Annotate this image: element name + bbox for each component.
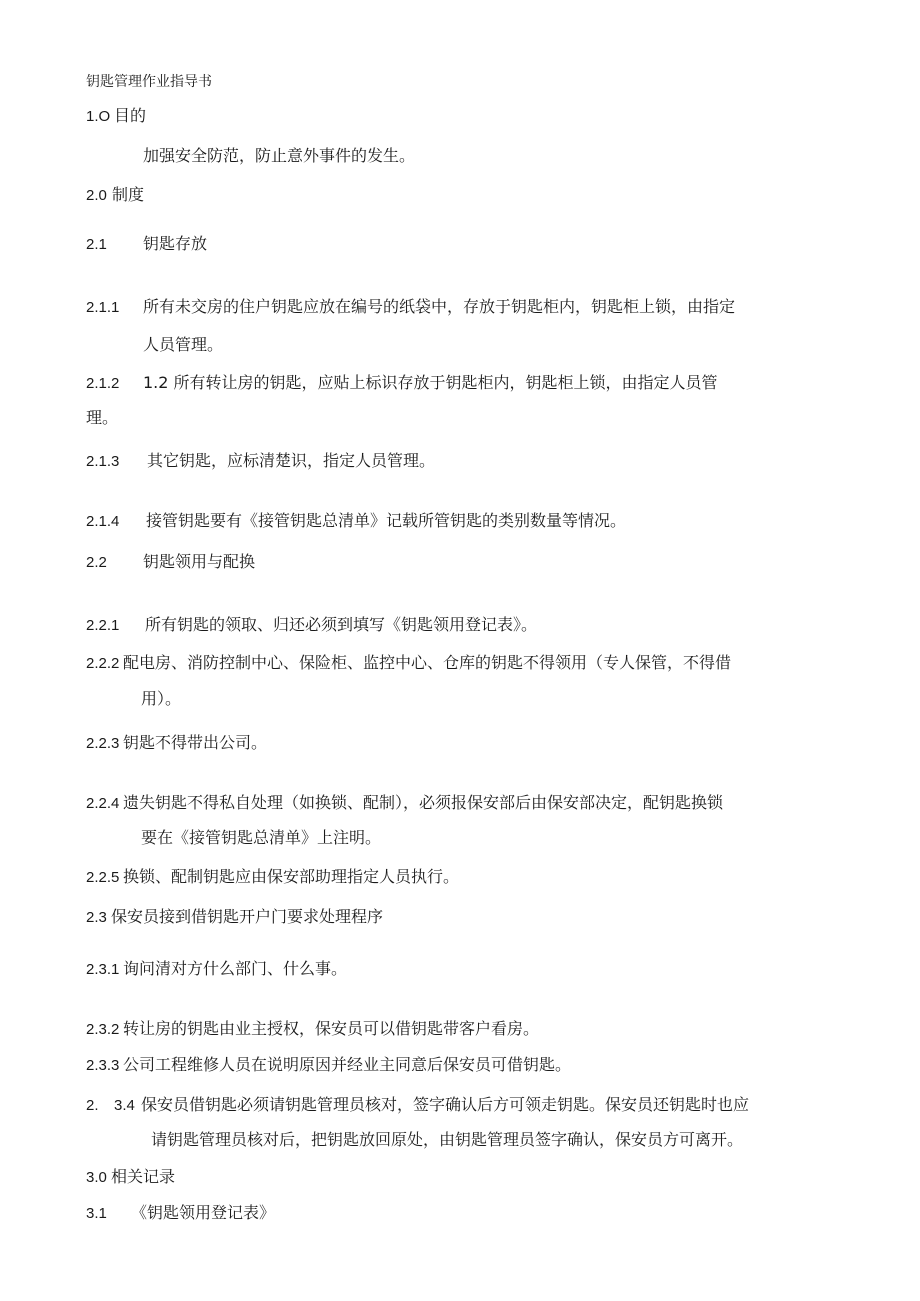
section-2-3-3-number: 2.3.3 <box>86 1057 120 1074</box>
section-2-2-3-number: 2.2.3 <box>86 735 120 752</box>
section-3-1-text: 《钥匙领用登记表》 <box>131 1203 276 1222</box>
section-2-1-3-number: 2.1.3 <box>86 453 120 470</box>
section-2-3-4-line-1: 保安员借钥匙必须请钥匙管理员核对，签字确认后方可领走钥匙。保安员还钥匙时也应 <box>141 1095 750 1114</box>
section-2-1-1-line-1: 所有未交房的住户钥匙应放在编号的纸袋中，存放于钥匙柜内，钥匙柜上锁，由指定 <box>143 297 736 316</box>
section-2-2-4-line-2: 要在《接管钥匙总清单》上注明。 <box>141 828 382 847</box>
section-2-2-2-number: 2.2.2 <box>86 655 120 672</box>
section-3-1-number: 3.1 <box>86 1205 107 1222</box>
section-2-2-2-line-2: 用）。 <box>141 689 182 708</box>
section-2-2-3-text: 钥匙不得带出公司。 <box>123 733 268 752</box>
section-2-3-4-line-2: 请钥匙管理员核对后，把钥匙放回原处，由钥匙管理员签字确认，保安员方可离开。 <box>151 1130 744 1149</box>
section-2-3-1-number: 2.3.1 <box>86 961 120 978</box>
section-2-number: 2.0 <box>86 187 107 204</box>
section-2-3-title: 保安员接到借钥匙开户门要求处理程序 <box>111 907 384 926</box>
section-2-2-4-line-1: 遗失钥匙不得私自处理（如换锁、配制），必须报保安部后由保安部决定，配钥匙换锁 <box>123 793 724 812</box>
section-2-1-4-number: 2.1.4 <box>86 513 120 530</box>
section-2-2-4-number: 2.2.4 <box>86 795 120 812</box>
section-2-1-4-text: 接管钥匙要有《接管钥匙总清单》记载所管钥匙的类别数量等情况。 <box>146 511 627 530</box>
section-2-2-title: 钥匙领用与配换 <box>143 552 256 571</box>
section-2-3-2-text: 转让房的钥匙由业主授权，保安员可以借钥匙带客户看房。 <box>123 1019 540 1038</box>
section-2-3-3-text: 公司工程维修人员在说明原因并经业主同意后保安员可借钥匙。 <box>123 1055 572 1074</box>
section-2-3-4-number-suffix: 3.4 <box>114 1097 135 1114</box>
section-2-1-2-number: 2.1.2 <box>86 375 120 392</box>
document-title: 钥匙管理作业指导书 <box>86 74 212 90</box>
section-2-1-2-line-1: 1.2 所有转让房的钥匙，应贴上标识存放于钥匙柜内，钥匙柜上锁，由指定人员管 <box>143 373 718 392</box>
section-2-1-1-line-2: 人员管理。 <box>143 335 224 354</box>
section-2-2-1-text: 所有钥匙的领取、归还必须到填写《钥匙领用登记表》。 <box>145 615 538 634</box>
section-3-title: 相关记录 <box>111 1167 176 1186</box>
section-2-2-5-number: 2.2.5 <box>86 869 120 886</box>
section-1-title: 目的 <box>114 106 147 125</box>
section-2-2-5-text: 换锁、配制钥匙应由保安部助理指定人员执行。 <box>123 867 460 886</box>
section-2-1-1-number: 2.1.1 <box>86 299 120 316</box>
section-2-1-title: 钥匙存放 <box>143 234 208 253</box>
section-2-2-number: 2.2 <box>86 554 107 571</box>
section-3-number: 3.0 <box>86 1169 107 1186</box>
section-2-1-3-text: 其它钥匙，应标清楚识，指定人员管理。 <box>147 451 436 470</box>
section-2-2-1-number: 2.2.1 <box>86 617 120 634</box>
section-1-number: 1.O <box>86 108 111 125</box>
section-2-1-number: 2.1 <box>86 236 107 253</box>
section-2-3-1-text: 询问清对方什么部门、什么事。 <box>123 959 348 978</box>
section-2-3-4-number-prefix: 2. <box>86 1097 99 1114</box>
section-2-2-2-line-1: 配电房、消防控制中心、保险柜、监控中心、仓库的钥匙不得领用（专人保管，不得借 <box>123 653 732 672</box>
section-2-title: 制度 <box>112 185 145 204</box>
section-2-3-number: 2.3 <box>86 909 107 926</box>
section-2-1-2-line-2: 理。 <box>86 408 119 427</box>
section-2-3-2-number: 2.3.2 <box>86 1021 120 1038</box>
section-1-text: 加强安全防范，防止意外事件的发生。 <box>143 146 416 165</box>
